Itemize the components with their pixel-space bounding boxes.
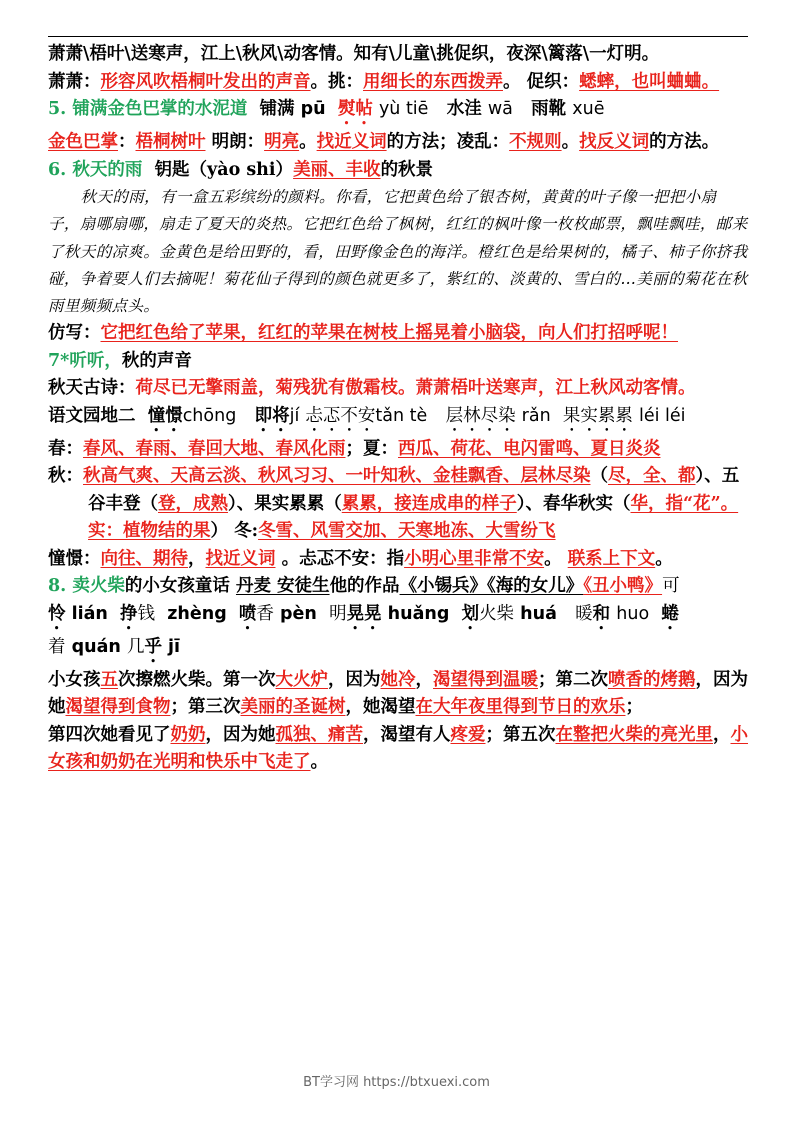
body-text: ；第二次 bbox=[538, 669, 608, 690]
body-text: ，她渴望 bbox=[345, 697, 416, 718]
answer-text: 大火炉 bbox=[275, 669, 328, 690]
body-text: ，因为她 bbox=[205, 724, 276, 745]
section-7-title: 7*听听，秋的声音 bbox=[48, 350, 192, 371]
section-5-notes: 金色巴掌：梧桐树叶 明朗：明亮。找近义词的方法；凌乱：不规则。找反义词的方法。 bbox=[48, 132, 720, 152]
answer-text: 五 bbox=[100, 669, 118, 690]
body-text: ；第三次 bbox=[170, 697, 241, 718]
matchstick-paragraph-2 bbox=[48, 722, 748, 777]
answer-text: 美丽的圣诞树 bbox=[240, 697, 346, 718]
body-text: ，因为 bbox=[328, 669, 381, 690]
section-5-vocab: 5. 铺满金色巴掌的水泥道 铺满 pū 熨帖 yù tiē 水洼 wā 雨靴 xuē bbox=[48, 99, 605, 119]
section-heading: 5. 铺满金色巴掌的水泥道 bbox=[48, 99, 248, 119]
body-text: 。 bbox=[310, 752, 328, 773]
poem-division-line: 萧萧\梧叶\送寒声，江上\秋风\动客情。知有\儿童\挑促织，夜深\篱落\一灯明。 bbox=[48, 44, 660, 64]
yuwen-garden-vocab: 语文园地二 憧憬chōng 即将jí 忐忑不安tǎn tè 层林尽染 rǎn 果实累累 léi léi bbox=[48, 405, 686, 426]
answer-text: 疼爱 bbox=[450, 724, 486, 745]
chongjing-notes: 憧憬：向往、期待，找近义词 。忐忑不安：指小明心里非常不安。 联系上下文。 bbox=[48, 548, 673, 569]
body-text: 次擦燃火柴。第一次 bbox=[118, 669, 276, 690]
answer-text: 孤独、痛苦 bbox=[275, 724, 363, 745]
section-heading: 8. 卖火柴 bbox=[48, 576, 125, 597]
answer-text: 喷香的烤鹅 bbox=[608, 669, 696, 690]
section-heading: 7*听听， bbox=[48, 350, 122, 371]
body-text: ，渴望有人 bbox=[363, 724, 451, 745]
answer-text: 在整把火柴的亮光里 bbox=[555, 724, 713, 745]
body-text: ，因为她 bbox=[48, 669, 748, 718]
imitation-writing: 仿写：它把红色给了苹果，红红的苹果在树枝上摇晃着小脑袋，向人们打招呼呢！ bbox=[48, 323, 678, 344]
body-text: 小女孩 bbox=[48, 669, 101, 690]
answer-text: 她冷 bbox=[380, 669, 416, 690]
body-text: ；第五次 bbox=[485, 724, 556, 745]
section-6-title: 6. 秋天的雨 钥匙（yào shi）美丽、丰收的秋景 bbox=[48, 159, 434, 180]
answer-text: 在大年夜里得到节日的欢乐 bbox=[415, 697, 626, 718]
autumn-poems: 秋天古诗：荷尽已无擎雨盖，菊残犹有傲霜枝。萧萧梧叶送寒声，江上秋风动客情。 bbox=[48, 378, 696, 399]
body-text: 第四次她看见了 bbox=[48, 724, 171, 745]
answer-text: 渴望得到温暖 bbox=[433, 669, 538, 690]
section-8-title: 8. 卖火柴的小女孩童话 丹麦 安徒生他的作品《小锡兵》《海的女儿》《丑小鸭》可怜 lián 挣钱 zhèng 喷香 pèn 明晃晃 huǎng 划火柴 huá 暖和 huo 蜷着 quán 几乎 jī bbox=[48, 576, 680, 657]
footer-watermark: BT学习网 https://btxuexi.com bbox=[303, 1075, 490, 1090]
top-rule bbox=[48, 36, 748, 37]
section-heading: 6. 秋天的雨 bbox=[48, 159, 143, 180]
autumn-winter-words: 秋：秋高气爽、天高云淡、秋风习习、一叶知秋、金桂飘香、层林尽染（尽，全、都）、五谷丰登（登，成熟）、果实累累（累累，接连成串的样子）、春华秋实（华，指“花”。实：植物结的果） 冬:冬雪、风雪交加、天寒地冻、大雪纷飞 bbox=[48, 466, 740, 542]
answer-text: 奶奶 bbox=[170, 724, 206, 745]
body-text: ， bbox=[713, 724, 731, 745]
answer-text: 渴望得到食物 bbox=[65, 697, 171, 718]
answer-text: 小女孩和奶奶在光明和快乐中飞走了 bbox=[48, 724, 748, 773]
vocab-explanation-line: 萧萧：形容风吹梧桐叶发出的声音。挑：用细长的东西拨弄。 促织：蟋蟀，也叫蛐蛐。 bbox=[48, 71, 720, 92]
body-text: ； bbox=[625, 697, 643, 718]
document-page bbox=[48, 36, 748, 777]
body-text: ， bbox=[415, 669, 433, 690]
autumn-rain-passage: 秋天的雨，有一盒五彩缤纷的颜料。你看，它把黄色给了银杏树，黄黄的叶子像一把把小扇子，扇哪扇哪，扇走了夏天的炎热。它把红色给了枫树，红红的枫叶像一枚枚邮票，飘哇飘哇，邮来了秋天的凉爽。金黄色是给田野的，看，田野像金色的海洋。橙红色是给果树的，橘子、柿子你挤我碰，争着要人们去摘呢！菊花仙子得到的颜色就更多了，紫红的、淡黄的、雪白的…美丽的菊花在秋雨里频频点头。 bbox=[48, 188, 748, 316]
matchstick-paragraph-1 bbox=[48, 667, 748, 722]
spring-summer-words: 春：春风、春雨、春回大地、春风化雨；夏：西瓜、荷花、电闪雷鸣、夏日炎炎 bbox=[48, 438, 661, 459]
